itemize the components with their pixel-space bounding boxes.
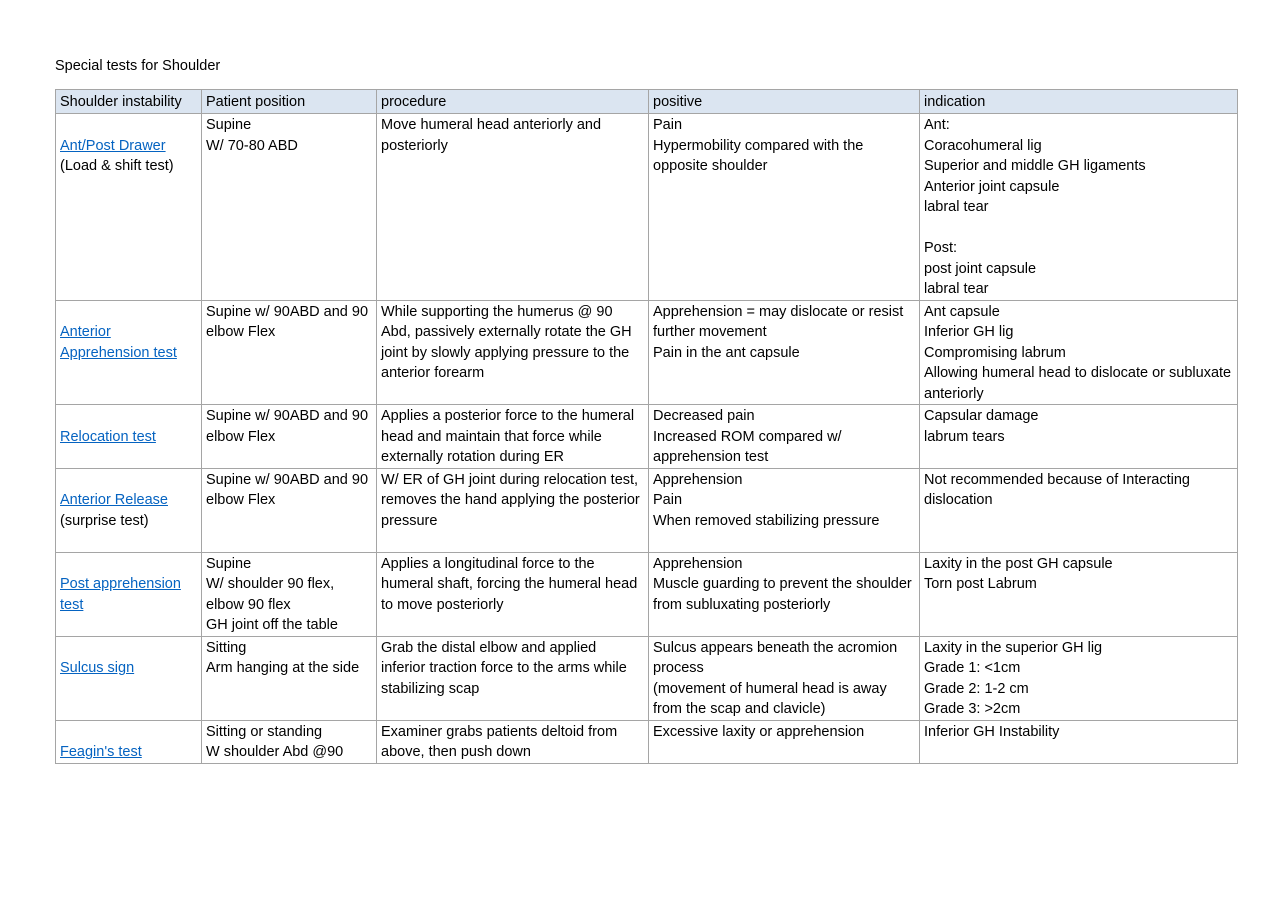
procedure-cell: While supporting the humerus @ 90 Abd, passively externally rotate the GH joint by slowly applying pressure to the anterior forearm <box>377 300 649 405</box>
header-procedure: procedure <box>377 90 649 114</box>
positive-cell: Apprehension Pain When removed stabilizing pressure <box>649 468 920 552</box>
sulcus-sign-link[interactable]: Sulcus sign <box>60 660 135 676</box>
procedure-cell: Applies a longitudinal force to the humeral shaft, forcing the humeral head to move posteriorly <box>377 552 649 636</box>
patient-position-cell: Supine w/ 90ABD and 90 elbow Flex <box>202 468 377 552</box>
positive-cell: Apprehension Muscle guarding to prevent the shoulder from subluxating posteriorly <box>649 552 920 636</box>
patient-position-cell: Supine w/ 90ABD and 90 elbow Flex <box>202 405 377 469</box>
test-subtitle: (surprise test) <box>60 512 149 529</box>
indication-cell: Capsular damage labrum tears <box>920 405 1238 469</box>
table-row <box>56 636 1238 720</box>
post-apprehension-test-link[interactable]: Post apprehension test <box>60 576 181 613</box>
test-subtitle: (Load & shift test) <box>60 158 174 174</box>
special-tests-table <box>55 89 1238 764</box>
procedure-cell: Applies a posterior force to the humeral head and maintain that force while externally rotation during ER <box>377 405 649 469</box>
header-patient-position: Patient position <box>202 90 377 114</box>
ant-post-drawer-link[interactable]: Ant/Post Drawer <box>60 137 166 154</box>
table-row <box>56 114 1238 301</box>
table-row <box>56 552 1238 636</box>
indication-cell: Ant: Coracohumeral lig Superior and middle GH ligaments Anterior joint capsule labral tear Post: post joint capsule labral tear <box>920 114 1238 301</box>
table-row <box>56 405 1238 469</box>
indication-cell: Laxity in the post GH capsule Torn post Labrum <box>920 552 1238 636</box>
positive-cell: Pain Hypermobility compared with the opposite shoulder <box>649 114 920 301</box>
header-shoulder-instability: Shoulder instability <box>56 90 202 114</box>
indication-cell: Not recommended because of Interacting dislocation <box>920 468 1238 552</box>
header-positive: positive <box>649 90 920 114</box>
patient-position-cell: Supine W/ shoulder 90 flex, elbow 90 flex GH joint off the table <box>202 552 377 636</box>
indication-cell: Inferior GH Instability <box>920 720 1238 763</box>
table-row <box>56 300 1238 405</box>
test-name-cell <box>56 636 202 720</box>
anterior-apprehension-test-link[interactable]: Anterior Apprehension test <box>60 324 177 361</box>
positive-cell: Decreased pain Increased ROM compared w/ apprehension test <box>649 405 920 469</box>
anterior-release-link[interactable]: Anterior Release <box>60 492 168 508</box>
test-name-cell <box>56 300 202 405</box>
page-title: Special tests for Shoulder <box>55 58 221 74</box>
positive-cell: Excessive laxity or apprehension <box>649 720 920 763</box>
header-indication: indication <box>920 90 1238 114</box>
test-name-cell <box>56 552 202 636</box>
indication-cell: Ant capsule Inferior GH lig Compromising labrum Allowing humeral head to dislocate or subluxate anteriorly <box>920 300 1238 405</box>
procedure-cell: W/ ER of GH joint during relocation test, removes the hand applying the posterior pressure <box>377 468 649 552</box>
test-name-cell <box>56 114 202 301</box>
feagins-test-link[interactable]: Feagin's test <box>60 744 142 760</box>
relocation-test-link[interactable]: Relocation test <box>60 428 156 445</box>
patient-position-cell: Supine W/ 70-80 ABD <box>202 114 377 301</box>
table-row <box>56 468 1238 552</box>
test-name-cell <box>56 468 202 552</box>
indication-cell: Laxity in the superior GH lig Grade 1: <1cm Grade 2: 1-2 cm Grade 3: >2cm <box>920 636 1238 720</box>
test-name-cell <box>56 720 202 763</box>
table-row <box>56 720 1238 763</box>
procedure-cell: Move humeral head anteriorly and posteriorly <box>377 114 649 301</box>
table-header-row <box>56 90 1238 114</box>
patient-position-cell: Sitting Arm hanging at the side <box>202 636 377 720</box>
patient-position-cell: Supine w/ 90ABD and 90 elbow Flex <box>202 300 377 405</box>
procedure-cell: Examiner grabs patients deltoid from above, then push down <box>377 720 649 763</box>
test-name-cell <box>56 405 202 469</box>
positive-cell: Apprehension = may dislocate or resist further movement Pain in the ant capsule <box>649 300 920 405</box>
patient-position-cell: Sitting or standing W shoulder Abd @90 <box>202 720 377 763</box>
positive-cell: Sulcus appears beneath the acromion process (movement of humeral head is away from the scap and clavicle) <box>649 636 920 720</box>
procedure-cell: Grab the distal elbow and applied inferior traction force to the arms while stabilizing scap <box>377 636 649 720</box>
